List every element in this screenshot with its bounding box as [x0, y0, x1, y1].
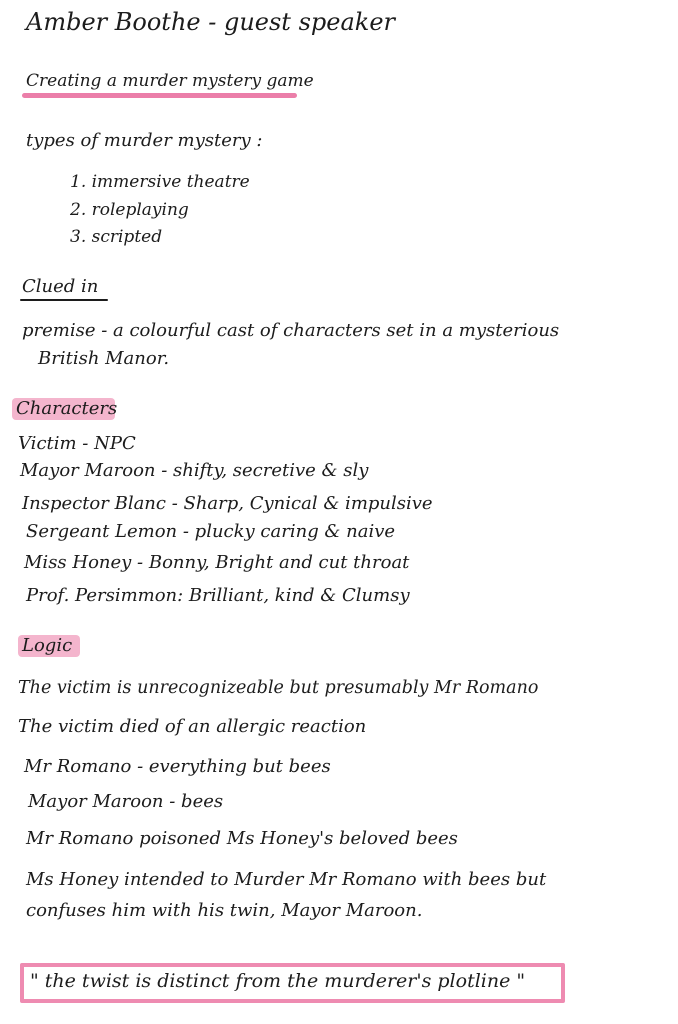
- logic-item: The victim is unrecognizeable but presumably Mr Romano: [18, 678, 539, 698]
- subtitle-underline: [22, 93, 297, 98]
- types-heading: types of murder mystery :: [26, 130, 263, 151]
- type-item: 2. roleplaying: [70, 200, 189, 220]
- character-item: Inspector Blanc - Sharp, Cynical & impulsive: [22, 493, 433, 514]
- clued-in-heading: Clued in: [22, 276, 99, 297]
- character-item: Prof. Persimmon: Brilliant, kind & Clumsy: [26, 585, 410, 606]
- page-title: Amber Boothe - guest speaker: [26, 8, 395, 36]
- character-item: Miss Honey - Bonny, Bright and cut throat: [24, 552, 410, 573]
- logic-item: confuses him with his twin, Mayor Maroon.: [26, 900, 423, 921]
- logic-item: Mr Romano poisoned Ms Honey's beloved bees: [26, 828, 458, 849]
- character-item: Sergeant Lemon - plucky caring & naive: [26, 521, 396, 542]
- logic-heading: Logic: [22, 635, 73, 656]
- character-item: Mayor Maroon - shifty, secretive & sly: [20, 460, 369, 481]
- premise-line: premise - a colourful cast of characters set in a mysterious: [22, 320, 560, 341]
- logic-item: The victim died of an allergic reaction: [18, 716, 367, 737]
- type-item: 1. immersive theatre: [70, 172, 250, 192]
- section-subtitle: Creating a murder mystery game: [26, 71, 314, 91]
- clued-in-underline: [20, 299, 108, 301]
- quote-text: " the twist is distinct from the murderer's plotline ": [30, 970, 526, 992]
- type-item: 3. scripted: [70, 227, 163, 247]
- premise-line: British Manor.: [38, 348, 170, 369]
- character-item: Victim - NPC: [18, 433, 136, 454]
- logic-item: Ms Honey intended to Murder Mr Romano with bees but: [26, 869, 547, 890]
- logic-item: Mayor Maroon - bees: [28, 791, 224, 812]
- characters-heading: Characters: [16, 398, 118, 419]
- logic-item: Mr Romano - everything but bees: [24, 756, 331, 777]
